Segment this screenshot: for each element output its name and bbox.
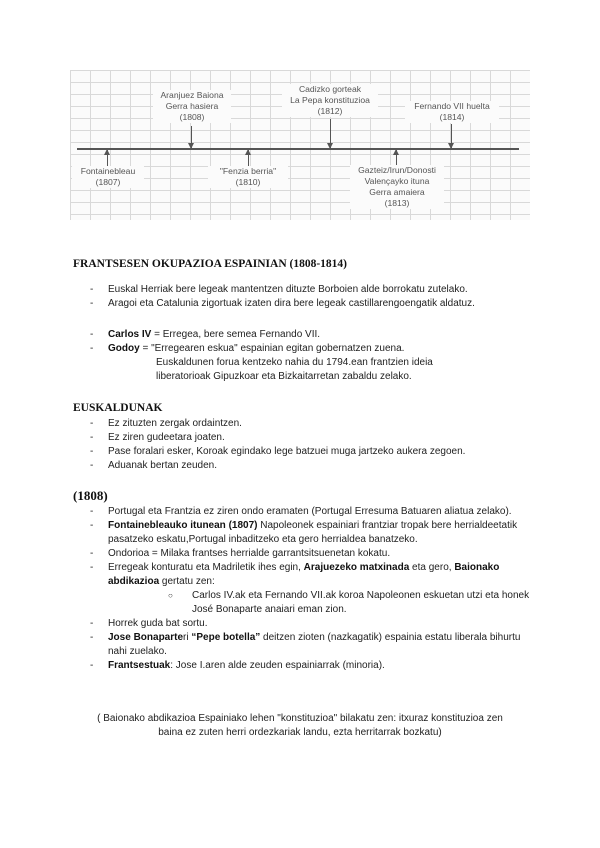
timeline-arrow-down	[330, 119, 331, 148]
1808-list	[90, 505, 530, 673]
list-item-fontainebleau: - Fontainebleauko itunean (1807) Napoleonek espainiari frantziar tropak bere herrialdeetatik pasatzeko eskatu,Portugal inbaditzeko eta gero herrialdea banatzeko.	[90, 519, 530, 547]
list-item: - Portugal eta Frantzia ez ziren ondo eramaten (Portugal Erresuma Batuaren aliatua zelako).	[90, 505, 530, 519]
list-item: - Aduanak bertan zeuden.	[90, 459, 530, 473]
sub-list-item: ○ Carlos IV.ak eta Fernando VII.ak koroa Napoleonen eskuetan utzi eta honek José Bonaparte anaiari eman zion.	[168, 589, 530, 617]
section-title-1808: (1808)	[73, 488, 108, 503]
euskaldunak-list	[90, 417, 530, 473]
list-item: - Pase foralari esker, Koroak egindako lege batzuei muga jartzeko aukera zegoen.	[90, 445, 530, 459]
section-title-okupazioa: FRANTSESEN OKUPAZIOA ESPAINIAN (1808-1814)	[73, 258, 348, 270]
timeline-event-cadiz: Cadizko gorteak La Pepa konstituzioa (1812)	[282, 84, 378, 117]
timeline-arrow-down	[451, 124, 452, 148]
timeline-event-fontainebleau: Fontainebleau (1807)	[72, 166, 144, 188]
section-title-euskaldunak: EUSKALDUNAK	[73, 402, 163, 414]
timeline-arrow-down	[191, 126, 192, 148]
list-item: - Horrek guda bat sortu.	[90, 617, 530, 631]
timeline-event-aranjuez: Aranjuez Baiona Gerra hasiera (1808)	[153, 90, 231, 123]
timeline-arrow-up	[107, 150, 108, 166]
list-item-jose: - Jose Bonaparteri “Pepe botella” deitzen zioten (nazkagatik) espainia estatu liberala bihurtu nahi zuelako.	[90, 631, 530, 659]
list-item: - Aragoi eta Catalunia zigortuak izaten dira bere legeak castillarengoengatik aldatuz.	[90, 297, 530, 311]
timeline-event-fernando: Fernando VII huelta (1814)	[405, 101, 499, 123]
timeline-event-fenzia: "Fenzia berria" (1810)	[208, 166, 288, 188]
sub-list	[108, 589, 530, 617]
list-item-baiona: - Erregeak konturatu eta Madriletik ihes egin, Arajuezeko matxinada eta gero, Baionako abdikazioa gertatu zen: ○ Carlos IV.ak eta Fernando VII.ak koroa Napoleonen eskuetan utzi eta honek José Bonaparte anaiari eman zion.	[90, 561, 530, 617]
list-item: - Ez zituzten zergak ordaintzen.	[90, 417, 530, 431]
list-item: - Ez ziren gudeetara joaten.	[90, 431, 530, 445]
figures-list	[90, 328, 530, 384]
list-item-carlos: - Carlos IV = Erregea, bere semea Fernando VII.	[90, 328, 530, 342]
list-item-godoy: - Godoy = "Erregearen eskua" espainian egitan gobernatzen zuena. Euskaldunen forua kentzeko nahia du 1794.ean frantzien ideia liberatorioak Gipuzkoar eta Bizkaitarretan zabaldu zelako.	[90, 342, 530, 384]
list-item: - Ondorioa = Milaka frantses herrialde garrantsitsuenetan kokatu.	[90, 547, 530, 561]
okupazioa-list	[90, 283, 530, 311]
timeline-event-valencay: Gazteiz/Irun/Donosti Valençayko ituna Gerra amaiera (1813)	[350, 165, 444, 209]
timeline-arrow-up	[396, 150, 397, 165]
list-item-frantsestuak: - Frantsestuak: Jose I.aren alde zeuden espainiarrak (minoria).	[90, 659, 530, 673]
list-item: - Euskal Herriak bere legeak mantentzen dituzte Borboien alde borrokatu zutelako.	[90, 283, 530, 297]
footnote: ( Baionako abdikazioa Espainiako lehen "konstituzioa" bilakatu zen: itxuraz konstituzioa zen baina ez zuten herri ordezkariak landu, ezta herritarrak bozkatu)	[97, 713, 503, 738]
timeline-arrow-up	[248, 150, 249, 166]
